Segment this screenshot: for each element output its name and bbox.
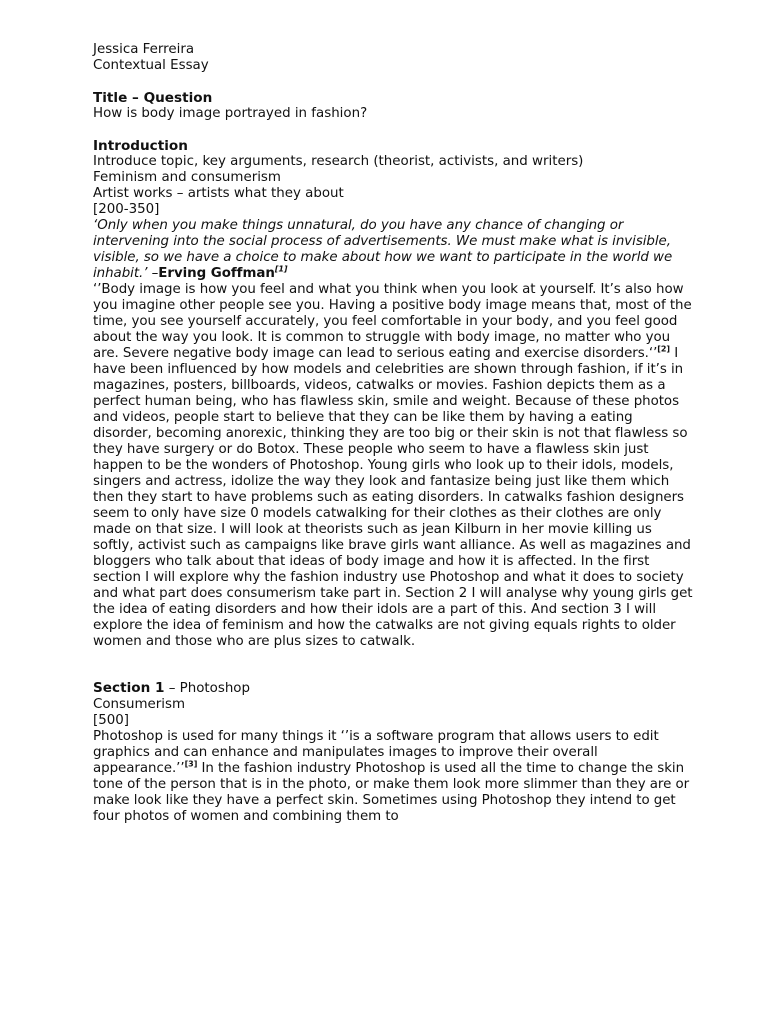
section-1-topic: – Photoshop — [164, 681, 250, 696]
quote-author: Erving Goffman — [158, 266, 275, 281]
document-type: Contextual Essay — [93, 58, 209, 73]
goffman-quote — [93, 218, 693, 282]
quote-text: ‘Only when you make things unnatural, do you have any chance of changing or intervening into the social process of advertisements. We must make what is invisible, visible, so we have a choice to make about how we want to participate in the world we inhabit.’ – — [93, 218, 673, 281]
introduction-note: Feminism and consumerism — [93, 170, 281, 185]
author-name: Jessica Ferreira — [93, 42, 195, 57]
body-text: Photoshop is used for many things it ‘’is a software program that allows users to edit graphics and can enhance and manipulates images to improve their overall appearance.’’ — [93, 729, 659, 776]
introduction-heading: Introduction — [93, 138, 188, 154]
section-1-body — [93, 729, 693, 825]
footnote-ref[interactable]: [2] — [657, 344, 671, 354]
body-text: In the fashion industry Photoshop is used all the time to change the skin tone of the person that is in the photo, or make them look more slimmer than they are or make look like they have a perfect skin. Sometimes using Photoshop they intend to get four photos of women and combining them to — [93, 761, 690, 824]
introduction-note: Introduce topic, key arguments, research (theorist, activists, and writers) — [93, 154, 584, 169]
title-section — [93, 90, 693, 122]
introduction-note: Artist works – artists what they about — [93, 186, 344, 201]
body-text: I have been influenced by how models and celebrities are shown through fashion, if it’s in magazines, posters, billboards, videos, catwalks or movies. Fashion depicts them as a perfect human being, who has flawless skin, smile and weight. Because of these photos and videos, people start to believe that they can be like them by having a eating disorder, becoming anorexic, thinking they are too big or their skin is not that flawless so they have surgery or do Botox. These people who seem to have a flawless skin just happen to be the wonders of Photoshop. Young girls who look up to their idols, models, singers and actress, idolize the way they look and fantasize being just like them which then they start to have problems such as eating disorders. In catwalks fashion designers seem to only have size 0 models catwalking for their clothes as their clothes are only made on that size. I will look at theorists such as jean Kilburn in her movie killing us softly, activist such as campaigns like brave girls want alliance. As well as magazines and bloggers who talk about that ideas of body image and how it is affected. In the first section I will explore why the fashion industry use Photoshop and what it does to society and what part does consumerism take part in. Section 2 I will analyse why young girls get the idea of eating disorders and how their idols are a part of this. And section 3 I will explore the idea of feminism and how the catwalks are not giving equals rights to older women and those who are plus sizes to catwalk. — [93, 346, 693, 649]
section-1-note: Consumerism — [93, 697, 186, 712]
footnote-ref[interactable]: [1] — [274, 264, 288, 274]
title-question: How is body image portrayed in fashion? — [93, 106, 368, 121]
section-1 — [93, 680, 693, 825]
section-1-label: Section 1 — [93, 680, 165, 696]
title-heading: Title – Question — [93, 90, 213, 106]
footnote-ref[interactable]: [3] — [184, 759, 198, 769]
section-1-heading — [93, 680, 693, 697]
introduction-note: [200-350] — [93, 202, 160, 217]
body-text: ‘’Body image is how you feel and what you think when you look at yourself. It’s also how you imagine other people see you. Having a positive body image means that, most of the time, you see yourself accurately, you feel comfortable in your body, and you feel good about the way you look. It is common to struggle with body image, no matter who you are. Severe negative body image can lead to serious eating and exercise disorders.‘’ — [93, 282, 692, 361]
introduction-body — [93, 282, 693, 650]
document-page — [93, 42, 693, 825]
section-1-note: [500] — [93, 713, 130, 728]
introduction-section — [93, 138, 693, 650]
